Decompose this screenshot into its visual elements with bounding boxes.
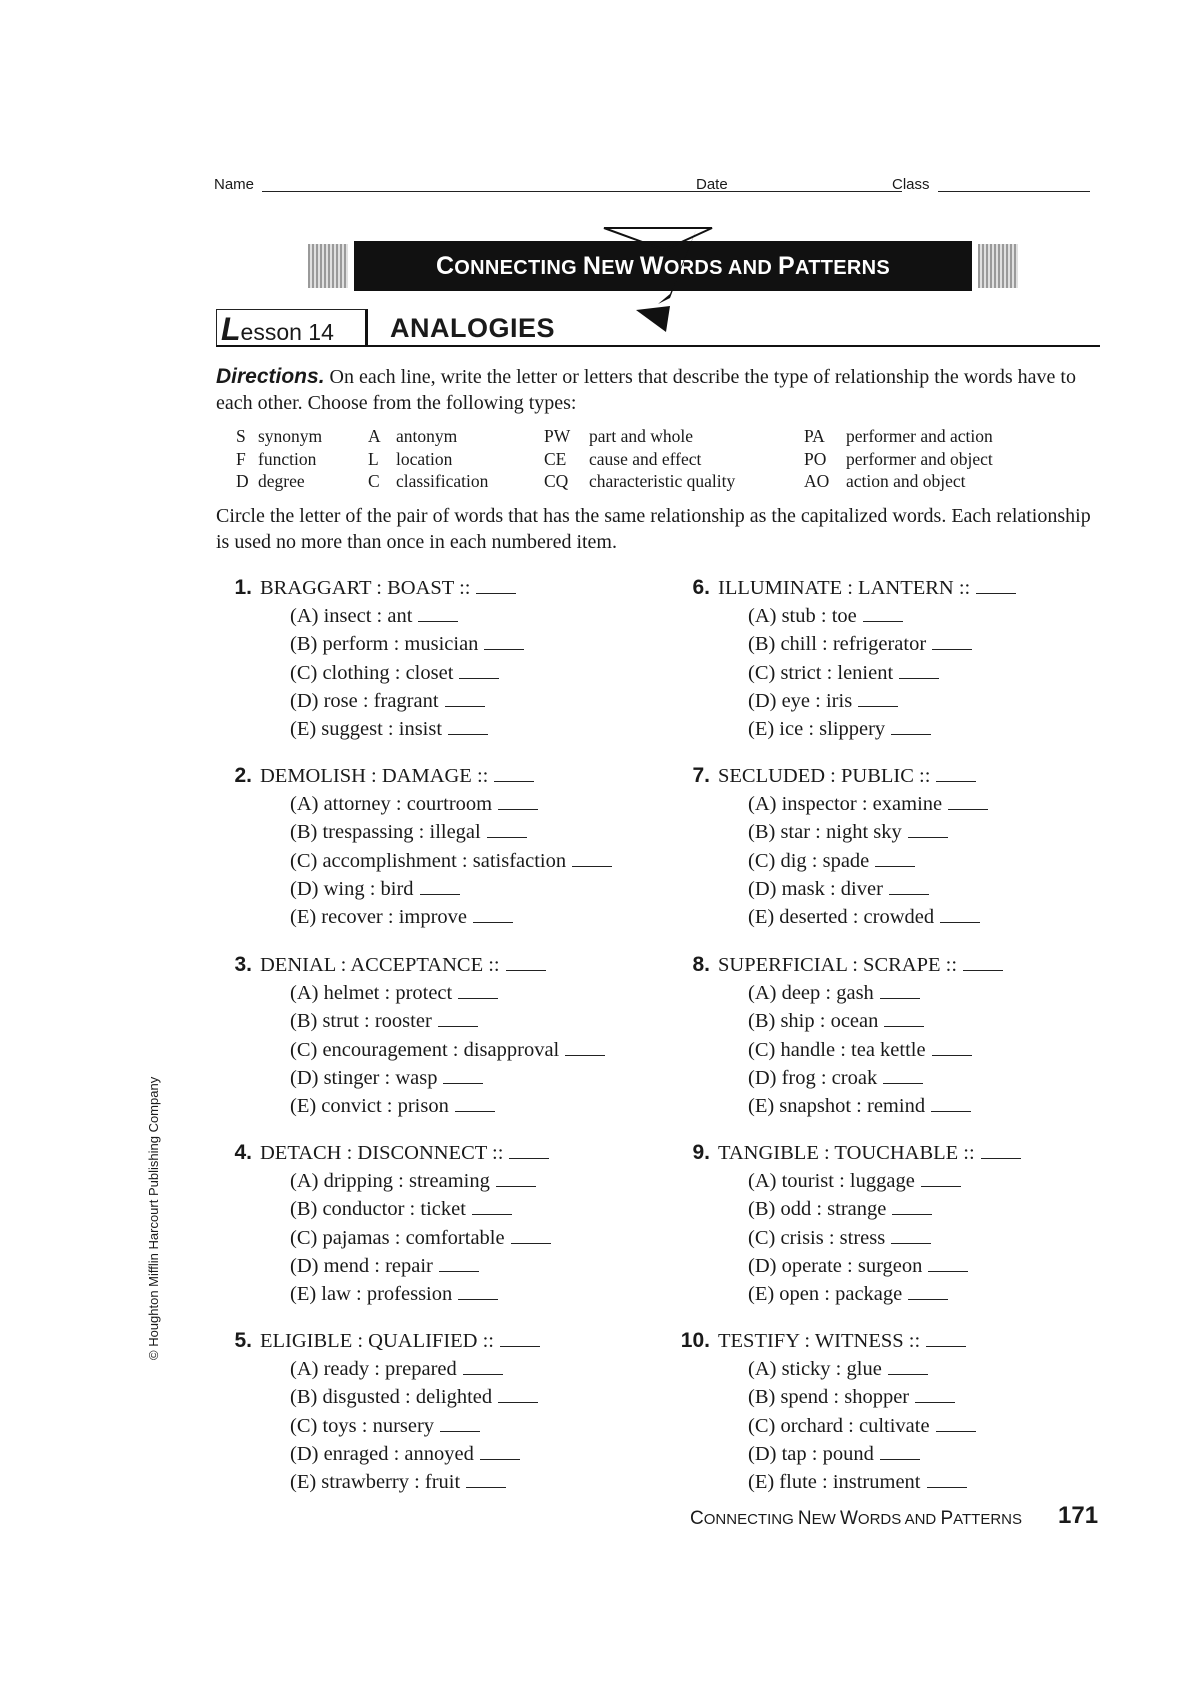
answer-blank[interactable] bbox=[500, 1345, 540, 1347]
answer-blank[interactable] bbox=[858, 705, 898, 707]
option-text: (D) operate : surgeon bbox=[748, 1254, 923, 1277]
option-text: (C) crisis : stress bbox=[748, 1226, 886, 1249]
option-text: (D) tap : pound bbox=[748, 1442, 874, 1465]
answer-option[interactable] bbox=[260, 1036, 605, 1064]
option-text: (B) star : night sky bbox=[748, 821, 902, 844]
banner-stripe-right bbox=[978, 244, 1018, 288]
analogy-question bbox=[680, 1327, 976, 1496]
answer-option[interactable] bbox=[260, 1280, 551, 1308]
answer-option[interactable] bbox=[260, 630, 524, 658]
option-text: (A) insect : ant bbox=[290, 605, 413, 628]
answer-option[interactable] bbox=[260, 790, 612, 818]
option-text: (C) accomplishment : satisfaction bbox=[290, 849, 567, 872]
question-number: 4. bbox=[234, 1141, 252, 1164]
answer-blank[interactable] bbox=[932, 1054, 972, 1056]
answer-blank[interactable] bbox=[889, 893, 929, 895]
option-text: (A) attorney : courtroom bbox=[290, 793, 493, 816]
stem-text: ILLUMINATE : LANTERN :: bbox=[718, 577, 971, 599]
question-stem bbox=[692, 1139, 1021, 1167]
answer-option[interactable] bbox=[260, 1252, 551, 1280]
class-field-line[interactable] bbox=[938, 191, 1090, 192]
question-number: 7. bbox=[692, 764, 710, 787]
analogy-question bbox=[234, 574, 524, 743]
option-text: (B) conductor : ticket bbox=[290, 1198, 466, 1221]
answer-blank[interactable] bbox=[875, 865, 915, 867]
analogy-question bbox=[692, 951, 1003, 1120]
stem-text: DENIAL : ACCEPTANCE :: bbox=[260, 954, 500, 976]
date-field-line[interactable] bbox=[737, 191, 881, 192]
question-number: 3. bbox=[234, 953, 252, 976]
analogy-question bbox=[234, 762, 612, 931]
option-text: (E) deserted : crowded bbox=[748, 906, 935, 929]
answer-option[interactable] bbox=[718, 875, 988, 903]
option-text: (B) ship : ocean bbox=[748, 1010, 879, 1033]
answer-option[interactable] bbox=[718, 1440, 976, 1468]
answer-blank[interactable] bbox=[511, 1242, 551, 1244]
answer-blank[interactable] bbox=[921, 1185, 961, 1187]
lesson-initial: L bbox=[221, 311, 241, 347]
answer-blank[interactable] bbox=[458, 997, 498, 999]
stem-text: DETACH : DISCONNECT :: bbox=[260, 1142, 504, 1164]
question-number: 6. bbox=[692, 576, 710, 599]
directions-text: On each line, write the letter or letters that describe the type of relationship the words have to each other. Choose from the following types: bbox=[216, 366, 1076, 414]
lesson-number-box bbox=[216, 309, 368, 347]
answer-option[interactable] bbox=[718, 1167, 1021, 1195]
question-number: 10. bbox=[680, 1329, 710, 1352]
answer-option[interactable] bbox=[718, 1412, 976, 1440]
stem-text: SUPERFICIAL : SCRAPE :: bbox=[718, 954, 958, 976]
option-text: (B) spend : shopper bbox=[748, 1386, 910, 1409]
option-text: (D) stinger : wasp bbox=[290, 1066, 438, 1089]
option-text: (A) tourist : luggage bbox=[748, 1170, 915, 1193]
banner-title: CONNECTING NEW WORDS AND PATTERNS bbox=[354, 241, 972, 291]
answer-option[interactable] bbox=[260, 979, 605, 1007]
option-text: (E) strawberry : fruit bbox=[290, 1471, 461, 1494]
option-text: (E) recover : improve bbox=[290, 906, 468, 929]
answer-blank[interactable] bbox=[880, 1458, 920, 1460]
option-text: (E) flute : instrument bbox=[748, 1471, 921, 1494]
answer-blank[interactable] bbox=[928, 1270, 968, 1272]
answer-option[interactable] bbox=[718, 1280, 1021, 1308]
answer-option[interactable] bbox=[260, 1064, 605, 1092]
analogy-question bbox=[234, 1327, 540, 1496]
option-text: (B) trespassing : illegal bbox=[290, 821, 481, 844]
answer-option[interactable] bbox=[260, 1007, 605, 1035]
answer-blank[interactable] bbox=[892, 1213, 932, 1215]
answer-blank[interactable] bbox=[466, 1486, 506, 1488]
question-stem bbox=[234, 951, 605, 979]
banner-stripe-left bbox=[308, 244, 348, 288]
answer-blank[interactable] bbox=[981, 1157, 1021, 1159]
option-text: (D) mend : repair bbox=[290, 1254, 433, 1277]
answer-blank[interactable] bbox=[888, 1373, 928, 1375]
analogy-question bbox=[692, 1139, 1021, 1308]
question-stem bbox=[234, 1327, 540, 1355]
answer-blank[interactable] bbox=[438, 1025, 478, 1027]
question-number: 8. bbox=[692, 953, 710, 976]
question-stem bbox=[234, 762, 612, 790]
option-text: (B) strut : rooster bbox=[290, 1010, 432, 1033]
option-text: (D) wing : bird bbox=[290, 877, 414, 900]
answer-blank[interactable] bbox=[459, 677, 499, 679]
answer-option[interactable] bbox=[718, 1252, 1021, 1280]
answer-option[interactable] bbox=[718, 1036, 1003, 1064]
answer-blank[interactable] bbox=[936, 1430, 976, 1432]
answer-blank[interactable] bbox=[932, 648, 972, 650]
option-text: (E) suggest : insist bbox=[290, 718, 443, 741]
answer-blank[interactable] bbox=[565, 1054, 605, 1056]
option-text: (E) ice : slippery bbox=[748, 718, 886, 741]
option-text: (D) enraged : annoyed bbox=[290, 1442, 474, 1465]
answer-blank[interactable] bbox=[899, 677, 939, 679]
option-text: (B) disgusted : delighted bbox=[290, 1386, 493, 1409]
directions-heading: Directions. bbox=[216, 365, 325, 388]
analogy-question bbox=[234, 951, 605, 1120]
class-label: Class bbox=[892, 176, 930, 193]
option-text: (A) ready : prepared bbox=[290, 1358, 457, 1381]
question-number: 2. bbox=[234, 764, 252, 787]
answer-option[interactable] bbox=[718, 659, 1016, 687]
option-text: (B) perform : musician bbox=[290, 633, 479, 656]
answer-option[interactable] bbox=[718, 602, 1016, 630]
answer-option[interactable] bbox=[718, 1007, 1003, 1035]
answer-option[interactable] bbox=[260, 1092, 605, 1120]
option-text: (E) open : package bbox=[748, 1283, 903, 1306]
answer-blank[interactable] bbox=[976, 592, 1016, 594]
answer-option[interactable] bbox=[718, 1064, 1003, 1092]
arrow-graphic bbox=[600, 222, 720, 332]
answer-blank[interactable] bbox=[473, 921, 513, 923]
question-number: 9. bbox=[692, 1141, 710, 1164]
option-text: (A) dripping : streaming bbox=[290, 1170, 490, 1193]
option-text: (D) frog : croak bbox=[748, 1066, 878, 1089]
answer-blank[interactable] bbox=[443, 1082, 483, 1084]
answer-option[interactable] bbox=[260, 602, 524, 630]
answer-option[interactable] bbox=[260, 715, 524, 743]
answer-blank[interactable] bbox=[931, 1110, 971, 1112]
answer-blank[interactable] bbox=[498, 808, 538, 810]
answer-option[interactable] bbox=[718, 630, 1016, 658]
answer-blank[interactable] bbox=[496, 1185, 536, 1187]
answer-option[interactable] bbox=[260, 1440, 540, 1468]
option-text: (C) handle : tea kettle bbox=[748, 1038, 926, 1061]
answer-option[interactable] bbox=[260, 847, 612, 875]
answer-blank[interactable] bbox=[439, 1270, 479, 1272]
answer-blank[interactable] bbox=[445, 705, 485, 707]
date-label: Date bbox=[696, 176, 728, 193]
answer-blank[interactable] bbox=[863, 620, 903, 622]
answer-blank[interactable] bbox=[936, 780, 976, 782]
answer-blank[interactable] bbox=[455, 1110, 495, 1112]
answer-blank[interactable] bbox=[458, 1298, 498, 1300]
name-label: Name bbox=[214, 176, 255, 193]
answer-blank[interactable] bbox=[463, 1373, 503, 1375]
option-text: (D) rose : fragrant bbox=[290, 689, 439, 712]
answer-blank[interactable] bbox=[506, 969, 546, 971]
answer-blank[interactable] bbox=[480, 1458, 520, 1460]
option-text: (C) strict : lenient bbox=[748, 661, 894, 684]
stem-text: ELIGIBLE : QUALIFIED :: bbox=[260, 1330, 494, 1352]
student-info-header bbox=[214, 174, 1090, 198]
answer-option[interactable] bbox=[718, 1224, 1021, 1252]
stem-text: DEMOLISH : DAMAGE :: bbox=[260, 765, 489, 787]
option-text: (A) sticky : glue bbox=[748, 1358, 882, 1381]
option-text: (C) toys : nursery bbox=[290, 1414, 435, 1437]
lesson-title: ANALOGIES bbox=[390, 313, 556, 343]
answer-option[interactable] bbox=[260, 1224, 551, 1252]
answer-option[interactable] bbox=[718, 1195, 1021, 1223]
answer-option[interactable] bbox=[718, 847, 988, 875]
option-text: (A) stub : toe bbox=[748, 605, 857, 628]
answer-blank[interactable] bbox=[880, 997, 920, 999]
analogy-question bbox=[692, 762, 988, 931]
answer-option[interactable] bbox=[718, 903, 988, 931]
answer-option[interactable] bbox=[718, 1092, 1003, 1120]
question-stem bbox=[692, 951, 1003, 979]
answer-blank[interactable] bbox=[572, 865, 612, 867]
answer-blank[interactable] bbox=[915, 1401, 955, 1403]
answer-blank[interactable] bbox=[448, 733, 488, 735]
answer-blank[interactable] bbox=[948, 808, 988, 810]
answer-blank[interactable] bbox=[926, 1345, 966, 1347]
answer-option[interactable] bbox=[718, 1468, 976, 1496]
answer-blank[interactable] bbox=[476, 592, 516, 594]
question-stem bbox=[234, 574, 524, 602]
answer-option[interactable] bbox=[260, 903, 612, 931]
answer-blank[interactable] bbox=[509, 1157, 549, 1159]
answer-option[interactable] bbox=[718, 818, 988, 846]
answer-option[interactable] bbox=[260, 1355, 540, 1383]
stem-text: SECLUDED : PUBLIC :: bbox=[718, 765, 931, 787]
option-text: (A) helmet : protect bbox=[290, 982, 453, 1005]
answer-option[interactable] bbox=[260, 1195, 551, 1223]
answer-option[interactable] bbox=[260, 659, 524, 687]
answer-blank[interactable] bbox=[927, 1486, 967, 1488]
question-number: 1. bbox=[234, 576, 252, 599]
option-text: (E) law : profession bbox=[290, 1283, 453, 1306]
copyright-notice: © Houghton Mifflin Harcourt Publishing Company bbox=[146, 1076, 161, 1360]
answer-blank[interactable] bbox=[472, 1213, 512, 1215]
answer-option[interactable] bbox=[718, 979, 1003, 1007]
title-rule bbox=[216, 345, 1100, 347]
answer-option[interactable] bbox=[718, 1383, 976, 1411]
option-text: (B) chill : refrigerator bbox=[748, 633, 927, 656]
answer-option[interactable] bbox=[718, 790, 988, 818]
question-stem bbox=[692, 574, 1016, 602]
option-text: (A) inspector : examine bbox=[748, 793, 943, 816]
answer-option[interactable] bbox=[718, 1355, 976, 1383]
option-text: (B) odd : strange bbox=[748, 1198, 887, 1221]
question-stem bbox=[680, 1327, 976, 1355]
answer-blank[interactable] bbox=[891, 733, 931, 735]
answer-option[interactable] bbox=[260, 818, 612, 846]
stem-text: BRAGGART : BOAST :: bbox=[260, 577, 471, 599]
answer-blank[interactable] bbox=[884, 1025, 924, 1027]
option-text: (E) convict : prison bbox=[290, 1095, 449, 1118]
lesson-number: esson 14 bbox=[240, 319, 334, 345]
analogy-question bbox=[692, 574, 1016, 743]
instruction-paragraph: Circle the letter of the pair of words that has the same relationship as the capitalized words. Each relationship is used no more than once in each numbered item. bbox=[216, 505, 1091, 553]
answer-blank[interactable] bbox=[484, 648, 524, 650]
option-text: (C) clothing : closet bbox=[290, 661, 454, 684]
stem-text: TANGIBLE : TOUCHABLE :: bbox=[718, 1142, 975, 1164]
option-text: (C) encouragement : disapproval bbox=[290, 1038, 560, 1061]
answer-blank[interactable] bbox=[440, 1430, 480, 1432]
footer-series-title: CONNECTING NEW WORDS AND PATTERNS bbox=[690, 1508, 1023, 1529]
answer-blank[interactable] bbox=[891, 1242, 931, 1244]
option-text: (A) deep : gash bbox=[748, 982, 874, 1005]
answer-option[interactable] bbox=[718, 687, 1016, 715]
answer-blank[interactable] bbox=[883, 1082, 923, 1084]
option-text: (E) snapshot : remind bbox=[748, 1095, 926, 1118]
option-text: (C) dig : spade bbox=[748, 849, 870, 872]
answer-blank[interactable] bbox=[420, 893, 460, 895]
question-stem bbox=[234, 1139, 551, 1167]
answer-option[interactable] bbox=[260, 1383, 540, 1411]
answer-option[interactable] bbox=[260, 875, 612, 903]
answer-blank[interactable] bbox=[908, 836, 948, 838]
answer-blank[interactable] bbox=[418, 620, 458, 622]
option-text: (C) pajamas : comfortable bbox=[290, 1226, 505, 1249]
page-number: 171 bbox=[1058, 1502, 1099, 1529]
stem-text: TESTIFY : WITNESS :: bbox=[718, 1330, 921, 1352]
option-text: (C) orchard : cultivate bbox=[748, 1414, 930, 1437]
question-number: 5. bbox=[234, 1329, 252, 1352]
answer-option[interactable] bbox=[260, 1468, 540, 1496]
option-text: (D) mask : diver bbox=[748, 877, 883, 900]
answer-option[interactable] bbox=[260, 687, 524, 715]
answer-option[interactable] bbox=[260, 1412, 540, 1440]
answer-blank[interactable] bbox=[908, 1298, 948, 1300]
answer-blank[interactable] bbox=[963, 969, 1003, 971]
answer-blank[interactable] bbox=[487, 836, 527, 838]
option-text: (D) eye : iris bbox=[748, 689, 853, 712]
question-stem bbox=[692, 762, 988, 790]
answer-blank[interactable] bbox=[498, 1401, 538, 1403]
analogy-question bbox=[234, 1139, 551, 1308]
answer-option[interactable] bbox=[718, 715, 1016, 743]
answer-option[interactable] bbox=[260, 1167, 551, 1195]
directions-paragraph bbox=[216, 364, 1102, 416]
answer-blank[interactable] bbox=[940, 921, 980, 923]
answer-blank[interactable] bbox=[494, 780, 534, 782]
